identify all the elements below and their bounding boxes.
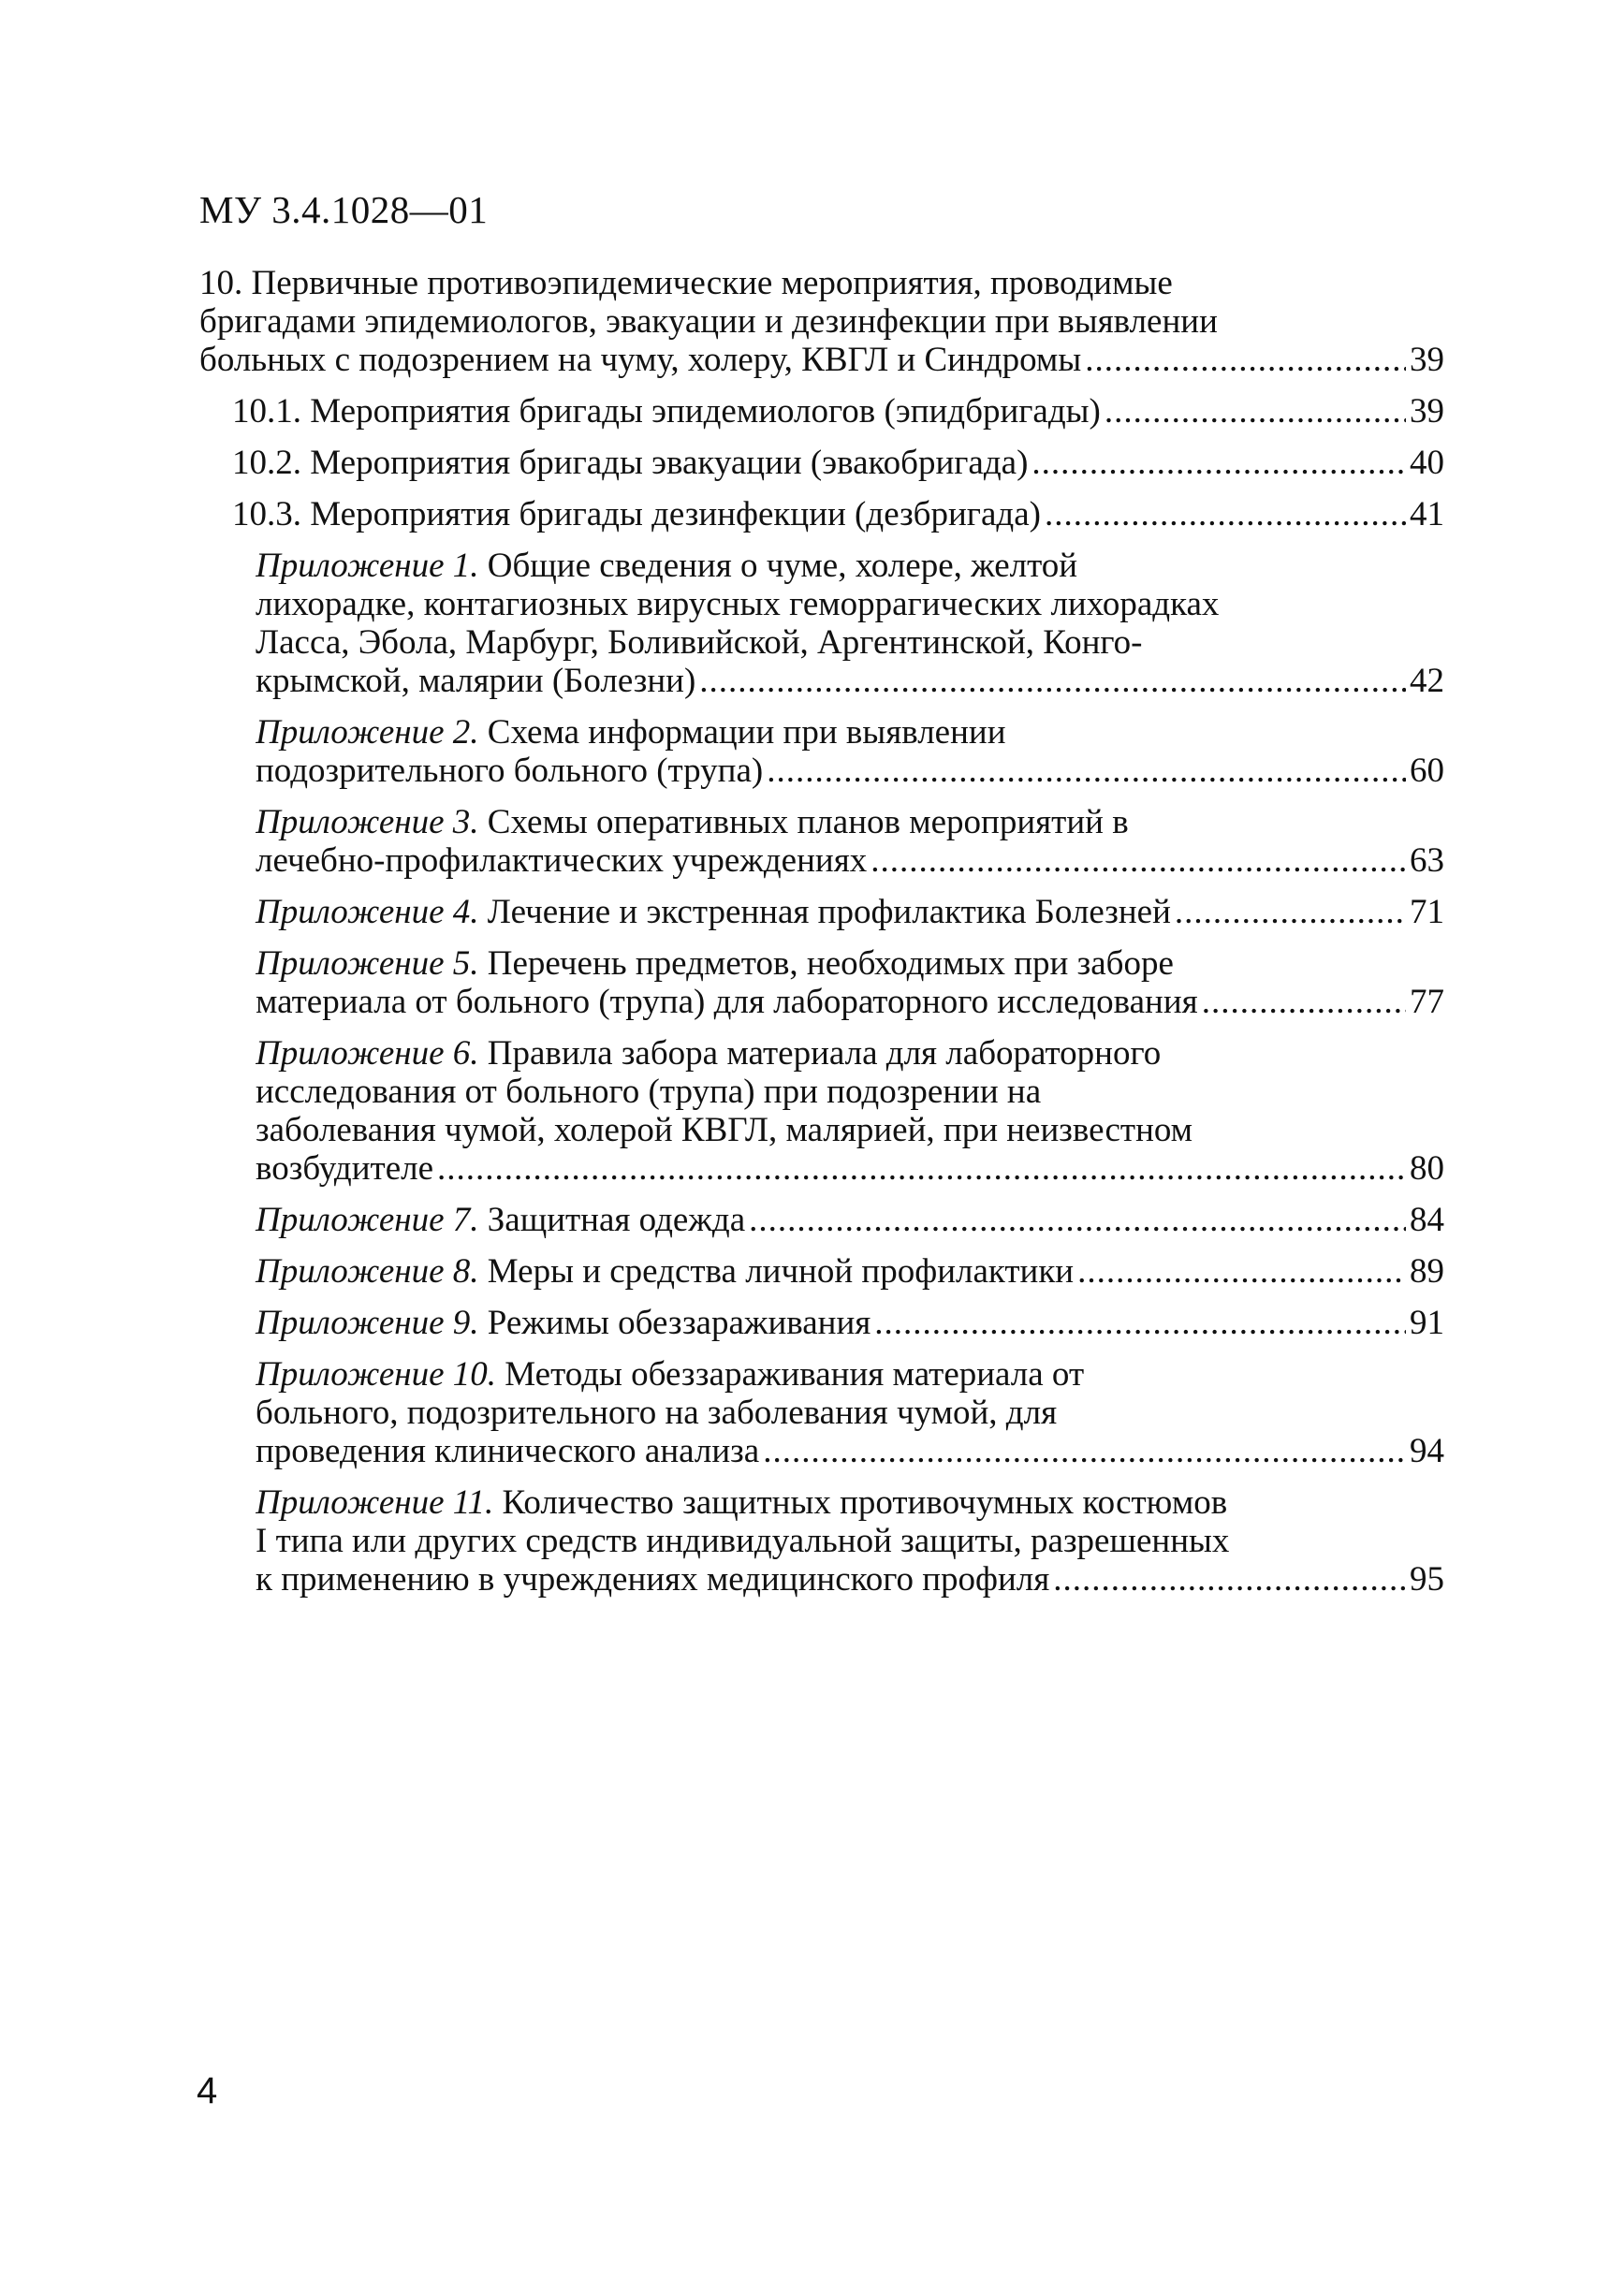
appendix-label: Приложение 1.	[256, 547, 479, 585]
toc-entry	[256, 803, 1444, 880]
dot-leader	[1031, 444, 1406, 482]
toc-entry-line	[256, 623, 1444, 662]
toc-page-number: 40	[1410, 444, 1444, 482]
toc-entry-last-line	[256, 662, 1444, 700]
toc-entry-text: материала от больного (трупа) для лабораторного исследования	[256, 983, 1198, 1021]
toc-entry-line	[256, 803, 1444, 841]
toc-entry-text: исследования от больного (трупа) при подозрении на	[256, 1073, 1042, 1111]
toc-entry-line	[256, 1073, 1444, 1111]
appendix-label: Приложение 5.	[256, 944, 479, 983]
toc-page-number: 95	[1410, 1560, 1444, 1599]
toc-entry-line	[256, 585, 1444, 623]
toc-entry-text: Количество защитных противочумных костюмов	[493, 1483, 1228, 1522]
toc-entry-line	[256, 1355, 1444, 1394]
toc-entry-last-line	[256, 841, 1444, 880]
toc-entry-text: крымской, малярии (Болезни)	[256, 662, 696, 700]
toc-entry-text: Перечень предметов, необходимых при заборе	[478, 944, 1174, 983]
toc-page-number: 91	[1410, 1304, 1444, 1342]
toc-entry-text: 10. Первичные противоэпидемические мероприятия, проводимые	[199, 264, 1173, 302]
toc-entry-title	[256, 1560, 1049, 1599]
toc-entry-line	[256, 547, 1444, 585]
toc-entry	[256, 1304, 1444, 1342]
toc-entry-line	[256, 1034, 1444, 1073]
toc-page-number: 71	[1410, 893, 1444, 931]
toc-entry	[232, 495, 1444, 533]
toc-entry	[256, 1355, 1444, 1470]
toc-entry	[256, 1252, 1444, 1291]
table-of-contents	[199, 264, 1444, 1612]
toc-entry-title	[232, 495, 1041, 533]
toc-entry-last-line	[232, 392, 1444, 431]
toc-entry-last-line	[256, 1201, 1444, 1239]
toc-entry-last-line	[232, 444, 1444, 482]
toc-entry-title	[256, 1149, 433, 1188]
toc-entry-text: больных с подозрением на чуму, холеру, КВГЛ и Синдромы	[199, 341, 1082, 379]
toc-entry-text: лихорадке, контагиозных вирусных геморрагических лихорадках	[256, 585, 1220, 623]
toc-entry-text: подозрительного больного (трупа)	[256, 752, 764, 790]
toc-entry-text: больного, подозрительного на заболевания чумой, для	[256, 1394, 1058, 1432]
appendix-label: Приложение 8.	[256, 1252, 479, 1291]
appendix-label: Приложение 3.	[256, 803, 479, 841]
toc-page-number: 63	[1410, 841, 1444, 880]
toc-entry-last-line	[256, 1149, 1444, 1188]
toc-entry-line	[256, 1522, 1444, 1560]
toc-page-number: 89	[1410, 1252, 1444, 1291]
toc-entry-title	[199, 341, 1081, 379]
dot-leader	[767, 752, 1406, 790]
toc-entry	[256, 713, 1444, 790]
toc-entry-last-line	[256, 1304, 1444, 1342]
toc-entry-line	[256, 1394, 1444, 1432]
document-code: МУ 3.4.1028—01	[199, 188, 489, 231]
toc-entry-last-line	[256, 1432, 1444, 1470]
toc-entry-text: Лечение и экстренная профилактика Болезней	[478, 893, 1171, 931]
appendix-label: Приложение 10.	[256, 1355, 497, 1394]
toc-page-number: 80	[1410, 1149, 1444, 1188]
toc-entry-text: Схемы оперативных планов мероприятий в	[478, 803, 1129, 841]
toc-entry-last-line	[232, 495, 1444, 533]
toc-entry-text: бригадами эпидемиологов, эвакуации и дезинфекции при выявлении	[199, 302, 1218, 341]
dot-leader	[763, 1432, 1406, 1470]
toc-entry-title	[256, 662, 695, 700]
toc-entry-text: Ласса, Эбола, Марбург, Боливийской, Аргентинской, Конго-	[256, 623, 1143, 662]
toc-entry	[256, 1483, 1444, 1599]
toc-entry-text: Правила забора материала для лабораторного	[478, 1034, 1162, 1073]
toc-page-number: 42	[1410, 662, 1444, 700]
toc-entry-text: заболевания чумой, холерой КВГЛ, малярией, при неизвестном	[256, 1111, 1193, 1149]
toc-entry-text: Общие сведения о чуме, холере, желтой	[478, 547, 1078, 585]
toc-entry-title	[256, 1304, 871, 1342]
toc-entry-line	[256, 944, 1444, 983]
toc-entry-title	[256, 752, 763, 790]
toc-entry-text: I типа или других средств индивидуальной защиты, разрешенных	[256, 1522, 1230, 1560]
appendix-label: Приложение 4.	[256, 893, 479, 931]
toc-page-number: 84	[1410, 1201, 1444, 1239]
appendix-label: Приложение 7.	[256, 1201, 479, 1239]
appendix-label: Приложение 6.	[256, 1034, 479, 1073]
dot-leader	[699, 662, 1406, 700]
dot-leader	[749, 1201, 1406, 1239]
toc-entry-text: 10.1. Мероприятия бригады эпидемиологов (эпидбригады)	[232, 392, 1101, 431]
appendix-label: Приложение 2.	[256, 713, 479, 752]
toc-page-number: 77	[1410, 983, 1444, 1021]
toc-entry	[256, 1201, 1444, 1239]
dot-leader	[1045, 495, 1406, 533]
dot-leader	[1175, 893, 1406, 931]
toc-entry	[199, 264, 1444, 379]
dot-leader	[874, 1304, 1406, 1342]
toc-entry-text: возбудителе	[256, 1149, 434, 1188]
toc-page-number: 39	[1410, 341, 1444, 379]
toc-entry-text: 10.2. Мероприятия бригады эвакуации (эвакобригада)	[232, 444, 1029, 482]
toc-entry-text: Режимы обеззараживания	[478, 1304, 871, 1342]
toc-entry-text: лечебно-профилактических учреждениях	[256, 841, 868, 880]
appendix-label: Приложение 9.	[256, 1304, 479, 1342]
dot-leader	[437, 1149, 1406, 1188]
toc-entry-last-line	[256, 1252, 1444, 1291]
toc-entry-text: Защитная одежда	[478, 1201, 746, 1239]
toc-entry	[232, 392, 1444, 431]
toc-entry-text: Меры и средства личной профилактики	[478, 1252, 1075, 1291]
toc-entry-text: 10.3. Мероприятия бригады дезинфекции (дезбригада)	[232, 495, 1041, 533]
dot-leader	[1085, 341, 1406, 379]
toc-entry	[256, 944, 1444, 1021]
toc-entry-title	[256, 1201, 745, 1239]
page-number: 4	[197, 2070, 218, 2111]
toc-entry	[256, 1034, 1444, 1188]
toc-entry-line	[256, 713, 1444, 752]
toc-entry-title	[256, 893, 1171, 931]
toc-entry-last-line	[256, 1560, 1444, 1599]
toc-page-number: 41	[1410, 495, 1444, 533]
toc-entry-line	[256, 1483, 1444, 1522]
dot-leader	[1053, 1560, 1406, 1599]
toc-entry-title	[256, 1432, 759, 1470]
toc-entry	[232, 444, 1444, 482]
toc-entry-line	[256, 1111, 1444, 1149]
toc-entry-text: к применению в учреждениях медицинского профиля	[256, 1560, 1050, 1599]
toc-entry-text: Схема информации при выявлении	[478, 713, 1006, 752]
toc-entry-last-line	[256, 752, 1444, 790]
appendix-label: Приложение 11.	[256, 1483, 494, 1522]
dot-leader	[1077, 1252, 1406, 1291]
toc-entry	[256, 893, 1444, 931]
dot-leader	[1202, 983, 1406, 1021]
dot-leader	[871, 841, 1406, 880]
toc-entry-last-line	[256, 983, 1444, 1021]
toc-entry-text: проведения клинического анализа	[256, 1432, 760, 1470]
toc-entry-title	[256, 841, 867, 880]
toc-entry-text: Методы обеззараживания материала от	[496, 1355, 1085, 1394]
toc-entry-line	[199, 264, 1444, 302]
toc-entry-title	[232, 444, 1028, 482]
toc-entry	[256, 547, 1444, 700]
toc-entry-last-line	[199, 341, 1444, 379]
toc-page-number: 60	[1410, 752, 1444, 790]
toc-entry-title	[256, 1252, 1074, 1291]
dot-leader	[1105, 392, 1406, 431]
toc-entry-title	[256, 983, 1198, 1021]
toc-page-number: 94	[1410, 1432, 1444, 1470]
toc-entry-title	[232, 392, 1101, 431]
toc-entry-line	[199, 302, 1444, 341]
toc-entry-last-line	[256, 893, 1444, 931]
toc-page-number: 39	[1410, 392, 1444, 431]
